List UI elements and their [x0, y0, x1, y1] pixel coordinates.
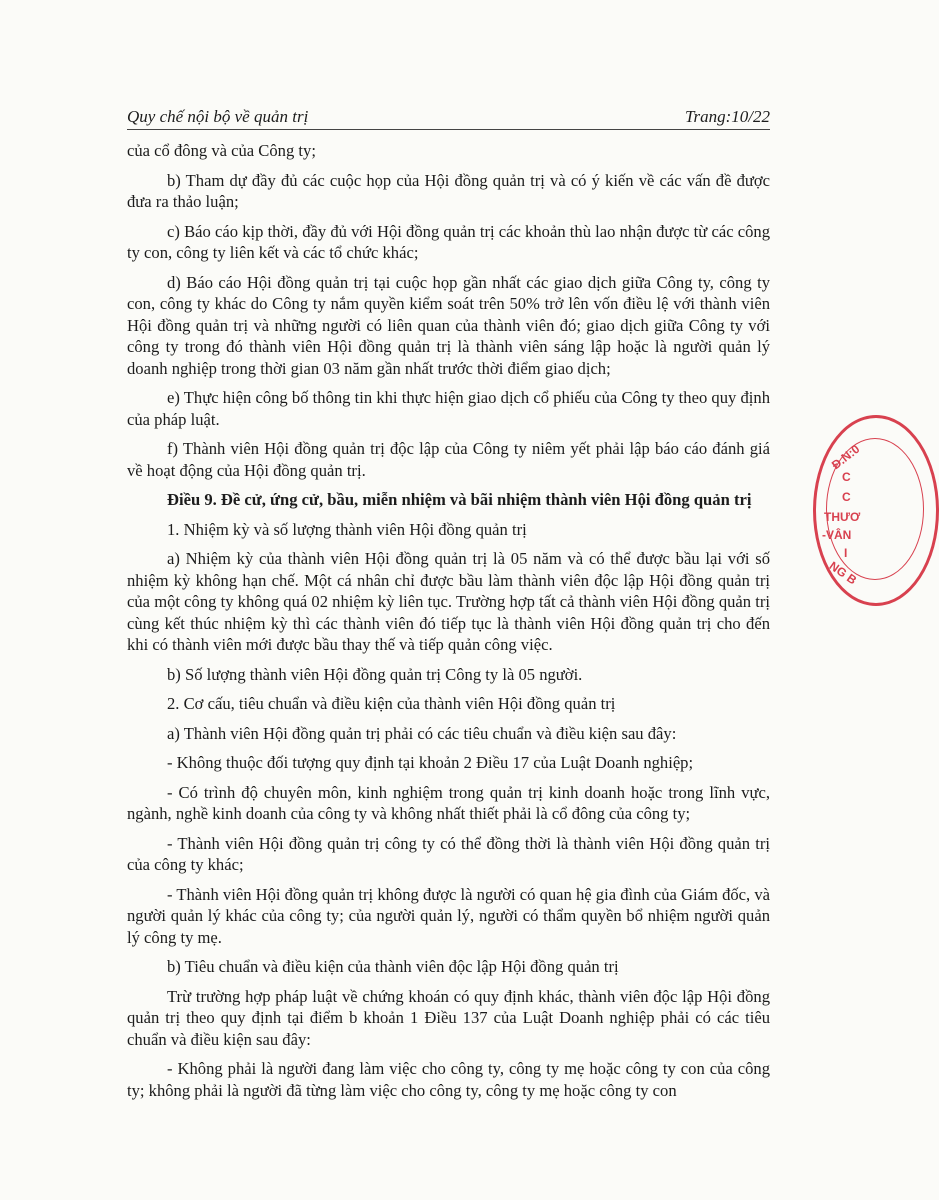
- paragraph: c) Báo cáo kịp thời, đầy đủ với Hội đồng quản trị các khoản thù lao nhận được từ các công ty con, công ty liên kết và các tổ chức khác;: [127, 221, 770, 262]
- seal-text: I: [844, 546, 848, 560]
- document-body: [127, 140, 770, 1109]
- seal-text: Đ.N:0: [829, 441, 863, 473]
- paragraph: - Không thuộc đối tượng quy định tại khoản 2 Điều 17 của Luật Doanh nghiệp;: [167, 753, 694, 772]
- paragraph: b) Tham dự đầy đủ các cuộc họp của Hội đồng quản trị và có ý kiến về các vấn đề được đưa ra thảo luận;: [127, 170, 770, 211]
- paragraph: - Có trình độ chuyên môn, kinh nghiệm trong quản trị kinh doanh hoặc trong lĩnh vực, ngành, nghề kinh doanh của công ty và không nhất thiết phải là cổ đông của công ty;: [127, 782, 770, 823]
- seal-text: NG B: [826, 558, 860, 588]
- paragraph: b) Số lượng thành viên Hội đồng quản trị Công ty là 05 người.: [167, 664, 583, 684]
- paragraph: a) Nhiệm kỳ của thành viên Hội đồng quản trị là 05 năm và có thể được bầu lại với số nhiệm kỳ không hạn chế. Một cá nhân chỉ được bầu làm thành viên độc lập Hội đồng quản trị của một công ty không quá 02 nhiệm kỳ liên tục. Trường hợp tất cả thành viên Hội đồng quản trị cùng kết thúc nhiệm kỳ thì các thành viên đó tiếp tục là thành viên Hội đồng quản trị cho đến khi có thành viên mới được bầu thay thế và tiếp quản công việc.: [127, 549, 770, 654]
- paragraph: - Không phải là người đang làm việc cho công ty, công ty mẹ hoặc công ty con của công ty; không phải là người đã từng làm việc cho công ty, công ty mẹ hoặc công ty con: [127, 1059, 770, 1100]
- page-header: [127, 105, 770, 130]
- paragraph: 2. Cơ cấu, tiêu chuẩn và điều kiện của thành viên Hội đồng quản trị: [167, 694, 616, 713]
- seal-text: C: [842, 470, 851, 484]
- company-seal: [813, 415, 939, 606]
- paragraph: e) Thực hiện công bố thông tin khi thực hiện giao dịch cổ phiếu của Công ty theo quy định của pháp luật.: [127, 388, 770, 429]
- paragraph: của cổ đông và của Công ty;: [127, 141, 316, 160]
- paragraph: - Thành viên Hội đồng quản trị công ty có thể đồng thời là thành viên Hội đồng quản trị của công ty khác;: [127, 833, 770, 874]
- paragraph: b) Tiêu chuẩn và điều kiện của thành viên độc lập Hội đồng quản trị: [167, 957, 619, 976]
- paragraph: a) Thành viên Hội đồng quản trị phải có các tiêu chuẩn và điều kiện sau đây:: [167, 723, 677, 743]
- paragraph: d) Báo cáo Hội đồng quản trị tại cuộc họp gần nhất các giao dịch giữa Công ty, công ty con, công ty khác do Công ty nắm quyền kiểm soát trên 50% trở lên vốn điều lệ với thành viên Hội đồng quản trị và những người có liên quan của thành viên đó; giao dịch giữa Công ty với công ty trong đó thành viên Hội đồng quản trị là thành viên sáng lập hoặc là người quản lý doanh nghiệp trong thời gian 03 năm gần nhất trước thời điểm giao dịch;: [127, 272, 770, 378]
- paragraph: f) Thành viên Hội đồng quản trị độc lập của Công ty niêm yết phải lập báo cáo đánh giá về hoạt động của Hội đồng quản trị.: [127, 439, 770, 480]
- paragraph: - Thành viên Hội đồng quản trị không được là người có quan hệ gia đình của Giám đốc, và người quản lý khác của công ty; của người quản lý, người có thẩm quyền bổ nhiệm người quản lý công ty mẹ.: [127, 884, 770, 947]
- seal-text: THƯƠ: [824, 510, 861, 524]
- paragraph: 1. Nhiệm kỳ và số lượng thành viên Hội đồng quản trị: [167, 519, 527, 539]
- article-heading: Điều 9. Đề cử, ứng cử, bầu, miễn nhiệm và bãi nhiệm thành viên Hội đồng quản trị: [167, 490, 752, 509]
- paragraph: Trừ trường hợp pháp luật về chứng khoán có quy định khác, thành viên độc lập Hội đồng quản trị theo quy định tại điểm b khoản 1 Điều 137 của Luật Doanh nghiệp phải có các tiêu chuẩn và điều kiện sau đây:: [127, 986, 770, 1049]
- document-title: Quy chế nội bộ về quản trị: [127, 107, 309, 126]
- page-number: Trang:10/22: [684, 107, 770, 126]
- seal-text: -VÂN: [822, 528, 852, 542]
- seal-text: C: [842, 490, 851, 504]
